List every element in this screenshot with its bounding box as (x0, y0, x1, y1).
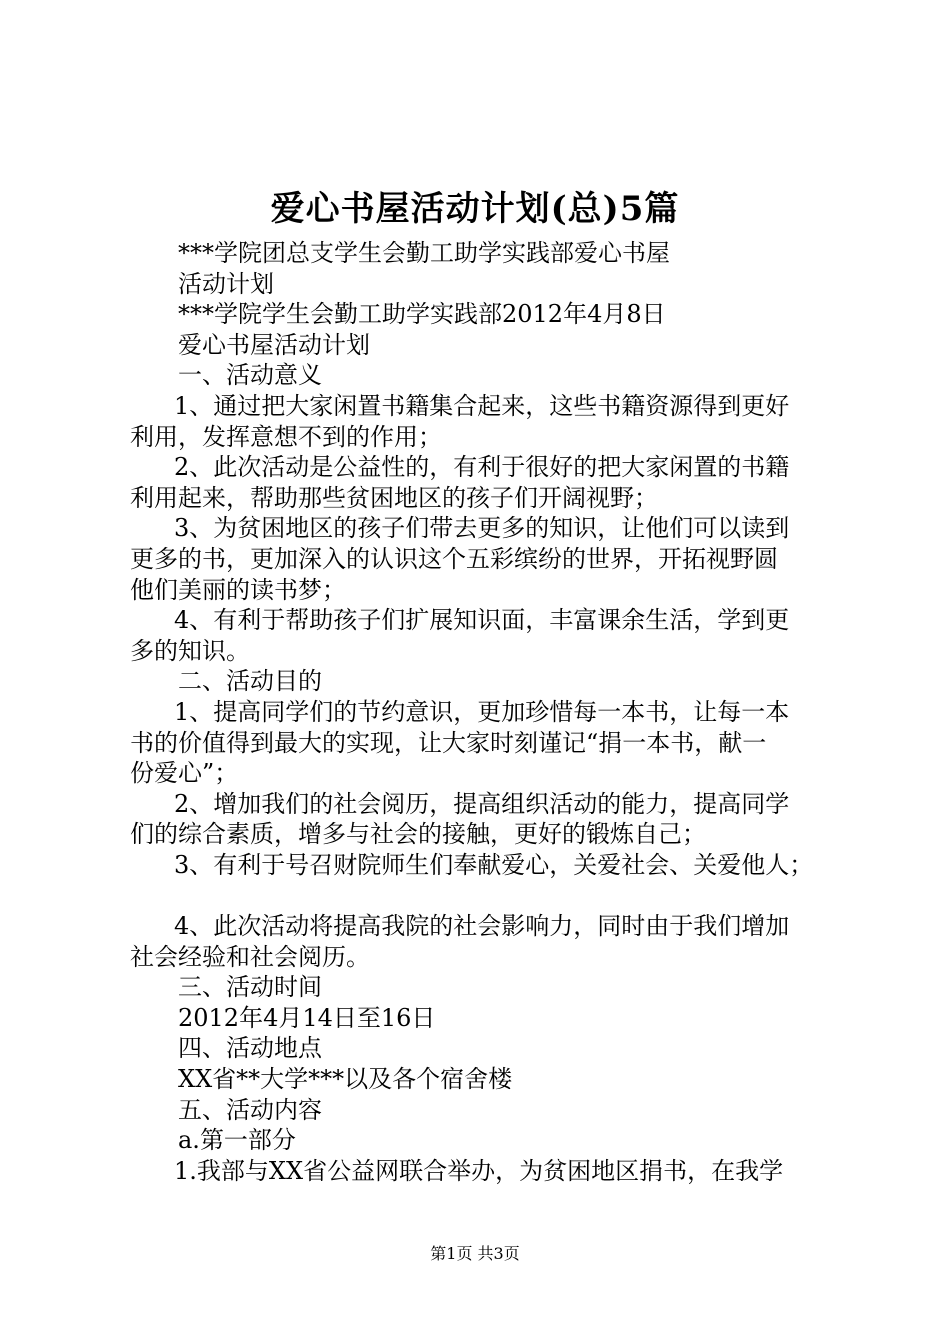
text-line: 社会经验和社会阅历。 (130, 942, 370, 971)
text-line: 五、活动内容 (178, 1095, 322, 1124)
blank-line (130, 880, 840, 911)
text-line: 一、活动意义 (178, 361, 322, 390)
text-line: 书的价值得到最大的实现，让大家时刻谨记“捐一本书，献一 (130, 728, 767, 757)
text-line: 1、通过把大家闲置书籍集合起来，这些书籍资源得到更好 (174, 391, 790, 420)
text-line: 四、活动地点 (178, 1034, 322, 1063)
text-line: 爱心书屋活动计划 (178, 330, 370, 359)
text-line: 4、有利于帮助孩子们扩展知识面，丰富课余生活，学到更 (174, 606, 790, 635)
text-line: XX省**大学***以及各个宿舍楼 (178, 1065, 513, 1094)
text-line: ***学院学生会勤工助学实践部2012年4月8日 (178, 300, 666, 329)
document-title: 爱心书屋活动计划(总)5篇 (270, 189, 680, 229)
text-line: 3、为贫困地区的孩子们带去更多的知识，让他们可以读到 (174, 514, 790, 543)
text-line: 4、此次活动将提高我院的社会影响力，同时由于我们增加 (174, 912, 790, 941)
text-line: 更多的书，更加深入的认识这个五彩缤纷的世界，开拓视野圆 (130, 544, 778, 573)
text-line: 他们美丽的读书梦； (130, 575, 346, 604)
text-line: 二、活动目的 (178, 667, 322, 696)
text-line: 多的知识。 (130, 636, 250, 665)
document-body (130, 238, 840, 1186)
text-line: 2012年4月14日至16日 (178, 1003, 436, 1032)
text-line: ***学院团总支学生会勤工助学实践部爱心书屋 (178, 239, 670, 267)
text-line: 活动计划 (178, 269, 274, 298)
text-line: 利用，发挥意想不到的作用； (130, 422, 442, 451)
text-line: 1.我部与XX省公益网联合举办，为贫困地区捐书，在我学 (174, 1156, 784, 1185)
text-line: 3、有利于号召财院师生们奉献爱心，关爱社会、关爱他人； (174, 850, 814, 879)
text-line: 们的综合素质，增多与社会的接触，更好的锻炼自己； (130, 820, 706, 849)
text-line: 2、此次活动是公益性的，有利于很好的把大家闲置的书籍 (174, 453, 790, 482)
text-line: 2、增加我们的社会阅历，提高组织活动的能力，提高同学 (174, 789, 790, 818)
text-line: a.第一部分 (178, 1126, 296, 1155)
text-line: 利用起来，帮助那些贫困地区的孩子们开阔视野； (130, 483, 658, 512)
text-line: 1、提高同学们的节约意识，更加珍惜每一本书，让每一本 (174, 697, 790, 726)
text-line: 三、活动时间 (178, 973, 322, 1002)
text-line: 份爱心”； (130, 759, 239, 788)
page-footer: 第1页 共3页 (430, 1244, 520, 1263)
